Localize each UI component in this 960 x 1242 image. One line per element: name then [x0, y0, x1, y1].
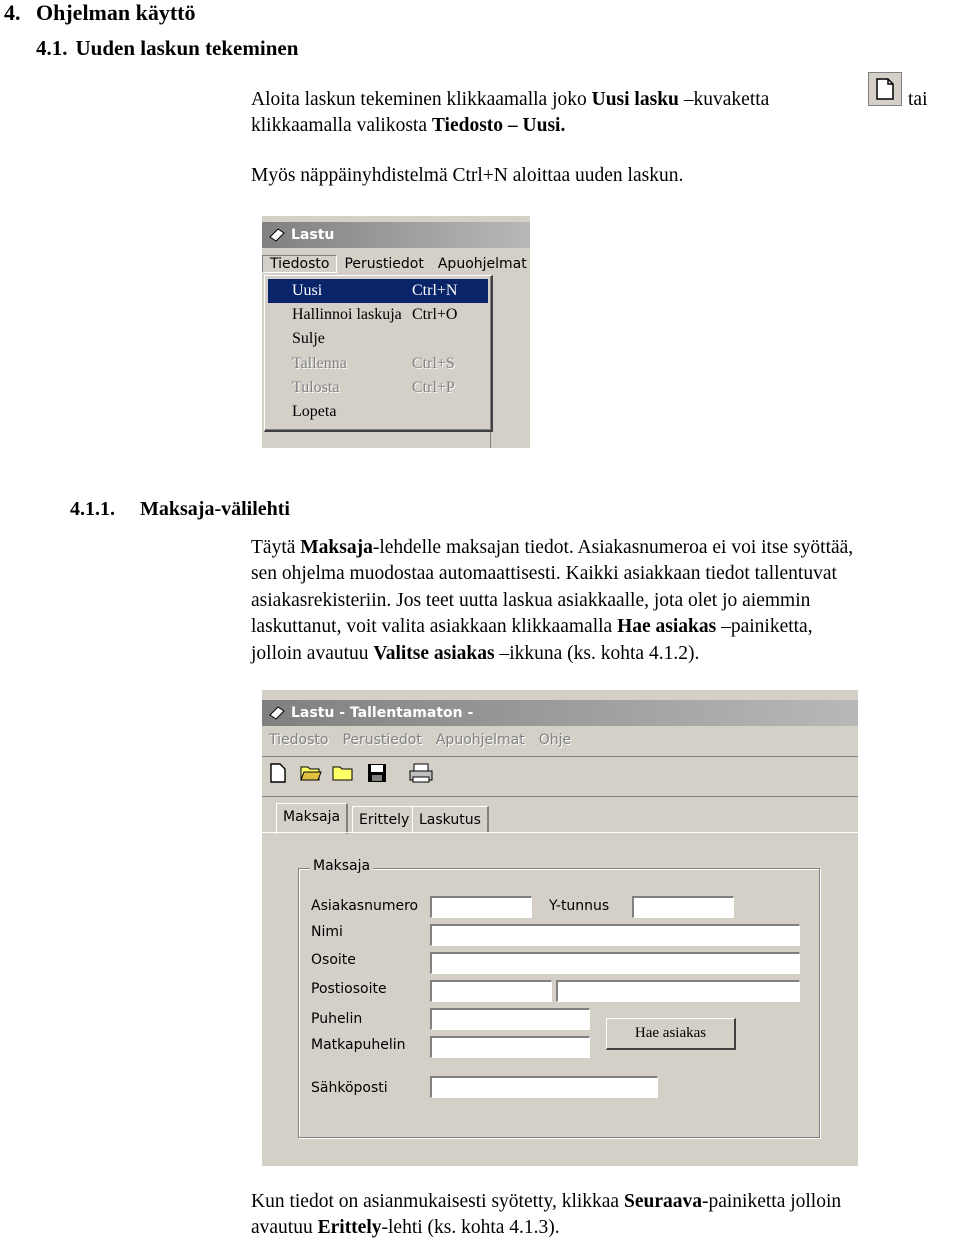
label-matkapuhelin: Matkapuhelin — [311, 1037, 406, 1053]
tab-erittely[interactable]: Erittely — [352, 806, 417, 833]
bold-text: Uusi lasku — [591, 89, 679, 110]
groupbox-title: Maksaja — [310, 858, 373, 874]
menu-ohje[interactable]: Ohje — [538, 732, 572, 748]
menu-tiedosto[interactable]: Tiedosto — [262, 255, 337, 273]
menu-item-shortcut: Ctrl+N — [412, 282, 458, 299]
bold-text: Maksaja — [300, 537, 373, 558]
window-title: Lastu — [291, 227, 335, 243]
menu-item-label: Hallinnoi laskuja — [292, 306, 402, 323]
open-icon[interactable] — [298, 760, 324, 786]
heading-3 — [70, 498, 290, 521]
app-icon — [268, 705, 286, 721]
toolbar-divider — [262, 796, 858, 797]
intro-line-2 — [251, 113, 565, 140]
label-puhelin: Puhelin — [311, 1011, 363, 1027]
text: -lehdelle maksajan tiedot. Asiakasnumeroa ei voi itse syöttää, — [372, 537, 854, 558]
label-ytunnus: Y-tunnus — [549, 898, 610, 914]
bold-text: Valitse asiakas — [373, 643, 495, 664]
para3-line-2 — [251, 1215, 560, 1242]
heading-1-text: Ohjelman käyttö — [36, 0, 196, 25]
menu-item-hallinnoi[interactable] — [268, 303, 488, 327]
menu-item-label: Tallenna — [292, 355, 347, 372]
heading-1 — [4, 0, 196, 26]
new-icon[interactable] — [265, 760, 291, 786]
menu-perustiedot[interactable]: Perustiedot — [342, 732, 422, 748]
text: avautuu — [251, 1217, 318, 1238]
label-nimi: Nimi — [311, 924, 343, 940]
para3-line-1 — [251, 1189, 841, 1216]
text: -painiketta jolloin — [701, 1191, 842, 1212]
postal-city-input[interactable] — [556, 980, 800, 1002]
menu-item-tallenna — [268, 352, 488, 376]
heading-1-number: 4. — [4, 0, 21, 25]
label-osoite: Osoite — [311, 952, 356, 968]
save-icon[interactable] — [364, 760, 390, 786]
text: –kuvaketta — [678, 89, 770, 110]
intro-line-1 — [251, 87, 769, 114]
heading-3-text: Maksaja-välilehti — [140, 498, 290, 520]
heading-2 — [36, 36, 298, 61]
label-postiosoite: Postiosoite — [311, 981, 387, 997]
menu-item-tulosta — [268, 376, 488, 400]
window-title: Lastu - Tallentamaton - — [291, 705, 474, 721]
mobile-input[interactable] — [430, 1036, 590, 1058]
menu-bar — [262, 726, 858, 754]
menu-apuohjelmat[interactable]: Apuohjelmat — [435, 732, 525, 748]
toolbar-divider — [262, 756, 858, 757]
para2-line-5 — [251, 641, 699, 668]
left-edge — [250, 690, 262, 1166]
menu-item-shortcut: Ctrl+O — [412, 306, 458, 323]
menu-item-label: Sulje — [292, 330, 325, 347]
left-edge — [250, 216, 262, 448]
tab-strip-border — [262, 832, 858, 833]
menu-item-shortcut: Ctrl+P — [412, 379, 455, 396]
heading-2-number: 4.1. — [36, 36, 68, 60]
heading-2-text: Uuden laskun tekeminen — [75, 36, 299, 60]
postal-code-input[interactable] — [430, 980, 552, 1002]
label-sahkoposti: Sähköposti — [311, 1080, 388, 1096]
title-bar — [262, 222, 530, 248]
print-icon[interactable] — [408, 760, 434, 786]
business-id-input[interactable] — [632, 896, 734, 918]
new-invoice-icon — [868, 72, 902, 106]
title-bar — [262, 700, 858, 726]
menu-perustiedot[interactable]: Perustiedot — [344, 256, 424, 272]
menu-item-label: Lopeta — [292, 403, 337, 420]
menu-item-sulje[interactable] — [268, 327, 488, 351]
menu-bar — [262, 250, 530, 278]
text: –ikkuna (ks. kohta 4.1.2). — [494, 643, 700, 664]
bold-text: Seuraava — [623, 1191, 702, 1212]
menu-item-shortcut: Ctrl+S — [412, 355, 455, 372]
menu-apuohjelmat[interactable]: Apuohjelmat — [437, 256, 527, 272]
email-input[interactable] — [430, 1076, 658, 1098]
text: Täytä — [251, 537, 301, 558]
customer-number-field — [430, 896, 532, 918]
tab-maksaja[interactable]: Maksaja — [276, 803, 348, 834]
bold-text: Erittely — [317, 1217, 382, 1238]
text: Kun tiedot on asianmukaisesti syötetty, klikkaa — [251, 1191, 624, 1212]
bold-text: Hae asiakas — [617, 616, 717, 637]
menu-tiedosto[interactable]: Tiedosto — [269, 732, 329, 748]
intro-line-3: Myös näppäinyhdistelmä Ctrl+N aloittaa uuden laskun. — [251, 165, 684, 186]
heading-3-number: 4.1.1. — [70, 498, 115, 520]
para2-line-1 — [251, 535, 853, 562]
para2-line-3: asiakasrekisteriin. Jos teet uutta laskua asiakkaalle, jota olet jo aiemmin — [251, 590, 811, 611]
folder-icon[interactable] — [330, 760, 356, 786]
text: -lehti (ks. kohta 4.1.3). — [381, 1217, 560, 1238]
file-menu-dropdown — [264, 275, 493, 432]
para2-line-2: sen ohjelma muodostaa automaattisesti. Kaikki asiakkaan tiedot tallentuvat — [251, 563, 837, 584]
text: jolloin avautuu — [251, 643, 374, 664]
phone-input[interactable] — [430, 1008, 590, 1030]
hae-asiakas-button[interactable]: Hae asiakas — [606, 1018, 736, 1050]
app-icon — [268, 227, 286, 243]
bold-text: Tiedosto – Uusi. — [431, 115, 566, 136]
text: klikkaamalla valikosta — [251, 115, 432, 136]
text: –painiketta, — [716, 616, 813, 637]
text: Aloita laskun tekeminen klikkaamalla joko — [251, 89, 592, 110]
menu-item-lopeta[interactable] — [268, 400, 488, 424]
menu-item-label: Uusi — [292, 282, 323, 299]
address-input[interactable] — [430, 952, 800, 974]
window-body — [490, 278, 530, 448]
intro-line-1-end: tai — [908, 89, 928, 110]
text: laskuttanut, voit valita asiakkaan klikkaamalla — [251, 616, 618, 637]
tab-laskutus[interactable]: Laskutus — [412, 806, 489, 833]
label-asiakasnumero: Asiakasnumero — [311, 898, 419, 914]
para2-line-4 — [251, 614, 813, 641]
menu-item-uusi[interactable] — [268, 279, 488, 303]
menu-item-label: Tulosta — [292, 379, 340, 396]
name-input[interactable] — [430, 924, 800, 946]
